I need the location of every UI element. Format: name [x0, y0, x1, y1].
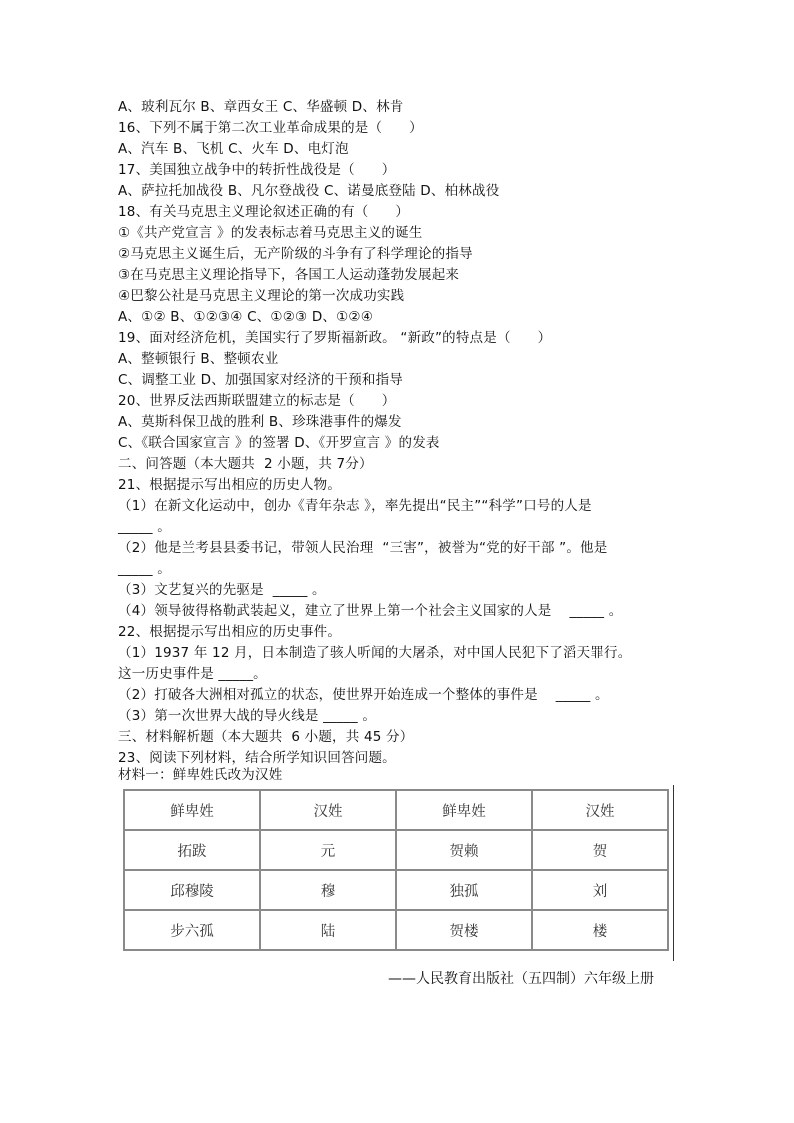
table-cell: 贺 — [532, 830, 668, 870]
table-header-cell: 汉姓 — [260, 790, 396, 830]
section-2-heading: 二、问答题（本大题共 2 小题，共 7分） — [118, 456, 373, 472]
table-cell: 贺赖 — [396, 830, 532, 870]
section-3-heading: 三、材料解析题（本大题共 6 小题，共 45 分） — [118, 729, 414, 745]
surname-table — [123, 789, 669, 951]
q18-stem: 18、有关马克思主义理论叙述正确的有（ ） — [118, 204, 410, 220]
q21-part-4: （4）领导彼得格勒武装起义，建立了世界上第一个社会主义国家的人是 _____ 。 — [118, 603, 623, 619]
q22-part-3: （3）第一次世界大战的导火线是 _____ 。 — [118, 708, 377, 724]
table-cell: 穆 — [260, 870, 396, 910]
q19-options-cd: C、调整工业 D、加强国家对经济的干预和指导 — [118, 372, 404, 388]
table-header-cell: 汉姓 — [532, 790, 668, 830]
q16-stem: 16、下列不属于第二次工业革命成果的是（ ） — [118, 120, 423, 136]
q20-stem: 20、世界反法西斯联盟建立的标志是（ ） — [118, 393, 396, 409]
table-cell: 楼 — [532, 910, 668, 950]
table-header-cell: 鲜卑姓 — [124, 790, 260, 830]
q18-options: A、①② B、①②③④ C、①②③ D、①②④ — [118, 309, 374, 325]
q19-options-ab: A、整顿银行 B、整顿农业 — [118, 351, 279, 367]
table-row — [124, 870, 668, 910]
q22-part-1-cont: 这一历史事件是 _____。 — [118, 666, 267, 682]
q21-part-1-blank: _____ 。 — [118, 519, 171, 535]
table-cell: 邱穆陵 — [124, 870, 260, 910]
q18-statement-4: ④巴黎公社是马克思主义理论的第一次成功实践 — [118, 288, 405, 304]
table-cell: 元 — [260, 830, 396, 870]
q20-options-cd: C、《联合国家宣言 》的签署 D、《开罗宣言 》的发表 — [118, 435, 440, 451]
q15-options: A、玻利瓦尔 B、章西女王 C、华盛顿 D、林肯 — [118, 99, 404, 115]
q21-part-2-blank: _____ 。 — [118, 561, 171, 577]
q18-statement-3: ③在马克思主义理论指导下，各国工人运动蓬勃发展起来 — [118, 267, 460, 283]
table-cell: 刘 — [532, 870, 668, 910]
q21-part-1: （1）在新文化运动中，创办《青年杂志 》，率先提出“民主”“科学”口号的人是 — [118, 498, 592, 514]
q17-stem: 17、美国独立战争中的转折性战役是（ ） — [118, 162, 396, 178]
q21-stem: 21、根据提示写出相应的历史人物。 — [118, 477, 342, 493]
q16-options: A、汽车 B、飞机 C、火车 D、电灯泡 — [118, 141, 349, 157]
table-cell: 拓跋 — [124, 830, 260, 870]
q17-options: A、萨拉托加战役 B、凡尔登战役 C、诺曼底登陆 D、柏林战役 — [118, 183, 500, 199]
q22-part-1: （1）1937 年 12 月，日本制造了骇人听闻的大屠杀，对中国人民犯下了滔天罪行。 — [118, 645, 632, 661]
q18-statement-1: ①《共产党宣言 》的发表标志着马克思主义的诞生 — [118, 225, 423, 241]
table-row — [124, 830, 668, 870]
table-right-rule — [673, 785, 674, 961]
q22-part-2: （2）打破各大洲相对孤立的状态，使世界开始连成一个整体的事件是 _____ 。 — [118, 687, 609, 703]
q21-part-2: （2）他是兰考县县委书记，带领人民治理 “三害”，被誉为“党的好干部 ”。他是 — [118, 540, 608, 556]
table-header-row — [124, 790, 668, 830]
table-cell: 陆 — [260, 910, 396, 950]
q21-part-3: （3）文艺复兴的先驱是 _____ 。 — [118, 582, 326, 598]
table-cell: 贺楼 — [396, 910, 532, 950]
q22-stem: 22、根据提示写出相应的历史事件。 — [118, 624, 342, 640]
q23-stem: 23、阅读下列材料，结合所学知识回答问题。 — [118, 750, 396, 766]
table-row — [124, 910, 668, 950]
material-1-title: 材料一：鲜卑姓氏改为汉姓 — [118, 767, 283, 783]
q19-stem: 19、面对经济危机，美国实行了罗斯福新政。 “新政”的特点是（ ） — [118, 330, 552, 346]
table-cell: 步六孤 — [124, 910, 260, 950]
material-source: ——人民教育出版社（五四制）六年级上册 — [388, 971, 654, 987]
q20-options-ab: A、莫斯科保卫战的胜利 B、珍珠港事件的爆发 — [118, 414, 402, 430]
table-header-cell: 鲜卑姓 — [396, 790, 532, 830]
table-cell: 独孤 — [396, 870, 532, 910]
q18-statement-2: ②马克思主义诞生后，无产阶级的斗争有了科学理论的指导 — [118, 246, 473, 262]
